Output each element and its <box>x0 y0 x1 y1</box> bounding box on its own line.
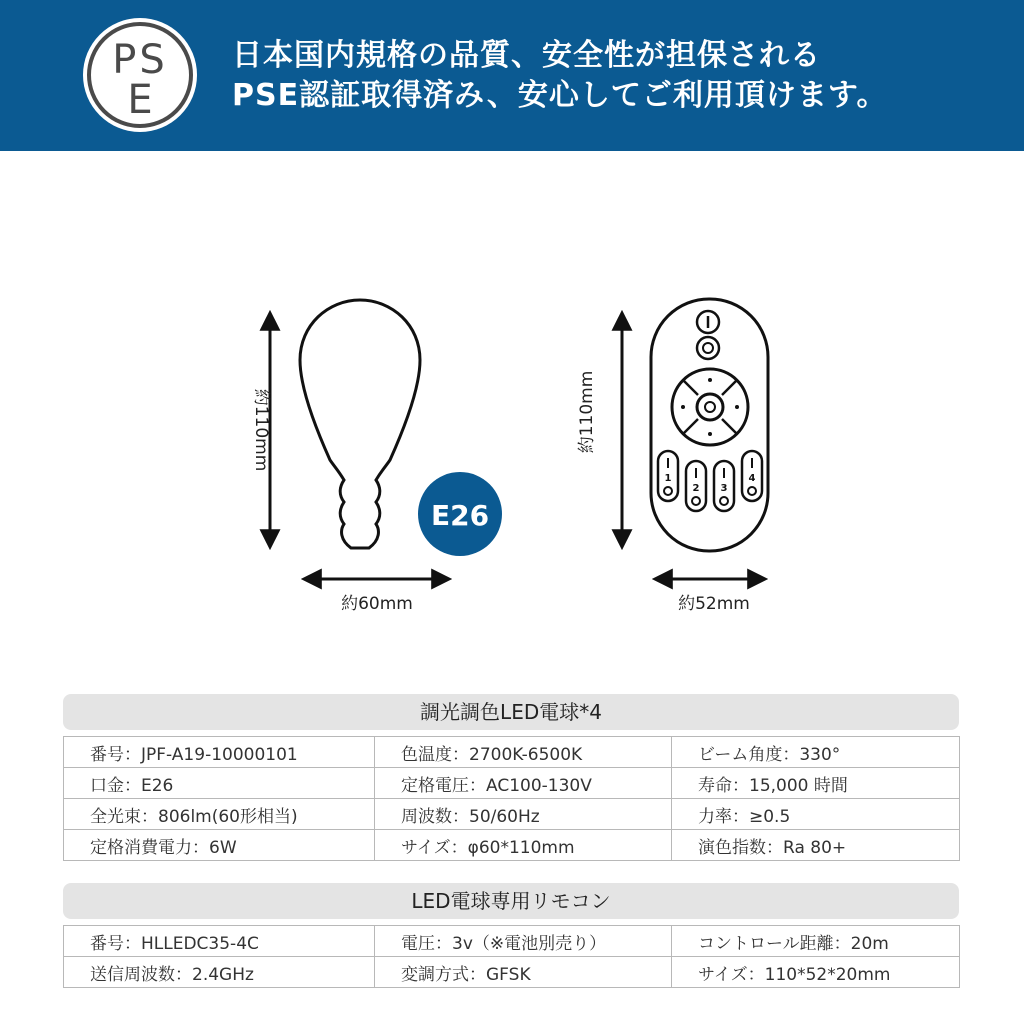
spec-cell: 寿命：15,000 時間 <box>672 768 960 799</box>
spec-cell: 変調方式：GFSK <box>375 957 672 988</box>
table-row <box>64 737 960 768</box>
table-row <box>64 830 960 861</box>
spec-cell: 色温度：2700K-6500K <box>375 737 672 768</box>
bulb-height-label: 約110mm <box>251 388 271 472</box>
svg-text:PS: PS <box>112 37 168 83</box>
spec-cell: サイズ：φ60*110mm <box>375 830 672 861</box>
table-row <box>64 768 960 799</box>
spec-cell: 定格電圧：AC100-130V <box>375 768 672 799</box>
remote-spec-table <box>63 925 960 988</box>
bulb-width-label: 約60mm <box>341 594 413 614</box>
spec-cell: 番号：JPF-A19-10000101 <box>64 737 375 768</box>
remote-zone-buttons <box>658 451 762 511</box>
bulb-spec-table <box>63 736 960 861</box>
e26-badge-label: E26 <box>430 499 490 532</box>
remote-spec-title: LED電球専用リモコン <box>63 883 959 919</box>
remote-zone-label: 1 <box>664 473 672 484</box>
spec-cell: 定格消費電力：6W <box>64 830 375 861</box>
bulb-spec-title: 調光調色LED電球*4 <box>63 694 959 730</box>
spec-cell: 周波数：50/60Hz <box>375 799 672 830</box>
table-row <box>64 799 960 830</box>
pse-logo-letter-e: E <box>127 77 153 123</box>
remote-zone-label: 2 <box>692 483 700 494</box>
banner-message <box>232 36 888 116</box>
spec-cell: 全光束：806lm(60形相当) <box>64 799 375 830</box>
remote-mode-button <box>697 337 719 359</box>
spec-cell: 口金：E26 <box>64 768 375 799</box>
banner-line-2: PSE認証取得済み、安心してご利用頂けます。 <box>232 78 888 113</box>
table-row <box>64 957 960 988</box>
spec-cell: 力率：≥0.5 <box>672 799 960 830</box>
bulb-outline <box>300 300 420 548</box>
spec-cell: サイズ：110*52*20mm <box>672 957 960 988</box>
remote-zone-label: 3 <box>720 483 728 494</box>
pse-banner <box>0 0 1024 151</box>
remote-height-label: 約110mm <box>577 370 597 454</box>
remote-width-label: 約52mm <box>678 594 750 614</box>
dimension-diagram <box>0 151 1024 691</box>
remote-zone-label: 4 <box>748 473 756 484</box>
spec-cell: 演色指数：Ra 80+ <box>672 830 960 861</box>
pse-logo-icon <box>80 15 200 135</box>
remote-dpad <box>672 369 748 445</box>
spec-cell: コントロール距離：20m <box>672 926 960 957</box>
spec-cell: ビーム角度：330° <box>672 737 960 768</box>
spec-cell: 電圧：3v（※電池別売り） <box>375 926 672 957</box>
table-row <box>64 926 960 957</box>
spec-cell: 番号：HLLEDC35-4C <box>64 926 375 957</box>
bulb-thread-icon <box>340 482 380 516</box>
banner-line-1: 日本国内規格の品質、安全性が担保される <box>232 38 821 73</box>
spec-cell: 送信周波数：2.4GHz <box>64 957 375 988</box>
